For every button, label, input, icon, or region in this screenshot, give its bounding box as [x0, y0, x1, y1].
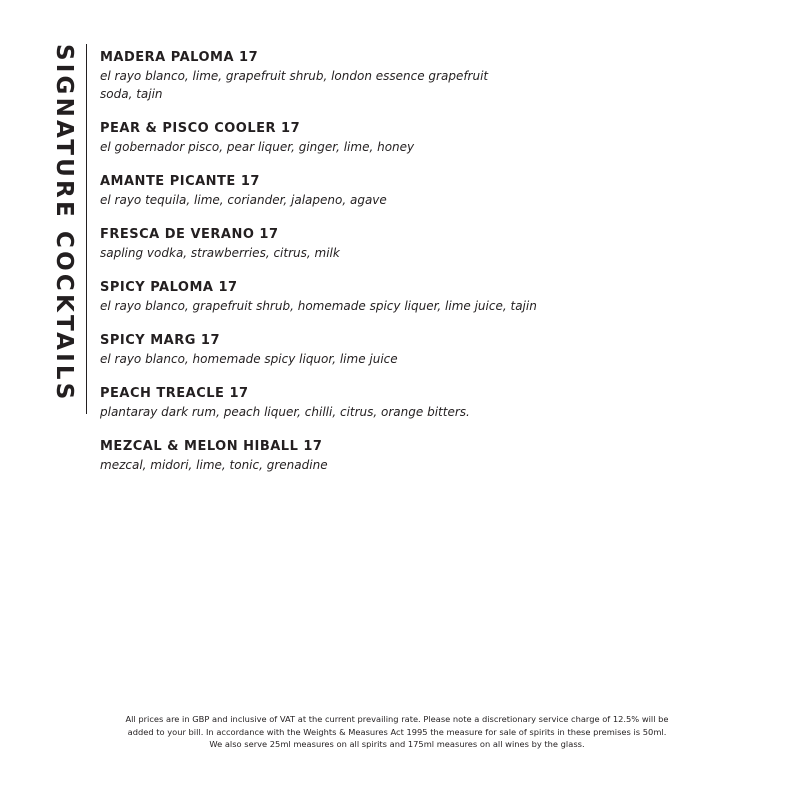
menu-item [100, 119, 740, 156]
section-title: SIGNATURE COCKTAILS [51, 44, 77, 403]
footer-line: added to your bill. In accordance with the Weights & Measures Act 1995 the measure for sale of spirits in these premises is 50ml. [127, 726, 667, 737]
menu-item-name: MADERA PALOMA 17 [100, 50, 259, 65]
menu-item-name: MEZCAL & MELON HIBALL 17 [100, 439, 323, 454]
menu-item-description: el rayo blanco, lime, grapefruit shrub, london essence grapefruit soda, tajin [100, 69, 489, 101]
menu-item-description: plantaray dark rum, peach liquer, chilli, citrus, orange bitters. [100, 405, 470, 419]
menu-item-name: PEACH TREACLE 17 [100, 386, 249, 401]
menu-item [100, 437, 740, 474]
menu-item-description: el rayo blanco, homemade spicy liquor, lime juice [100, 352, 398, 366]
menu-item-description: el gobernador pisco, pear liquer, ginger, lime, honey [100, 140, 415, 154]
menu-item-description: mezcal, midori, lime, tonic, grenadine [100, 458, 328, 472]
menu-item-description: sapling vodka, strawberries, citrus, milk [100, 246, 340, 260]
footer-line: All prices are in GBP and inclusive of VAT at the current prevailing rate. Please note a discretionary service charge of 12.5% will be [125, 714, 669, 724]
menu-item-description: el rayo blanco, grapefruit shrub, homemade spicy liquer, lime juice, tajin [100, 299, 537, 313]
menu-item-description: el rayo tequila, lime, coriander, jalapeno, agave [100, 193, 387, 207]
footer-disclaimer [110, 713, 684, 751]
menu-item-name: SPICY MARG 17 [100, 333, 221, 348]
menu-item [100, 48, 740, 103]
menu-item-name: PEAR & PISCO COOLER 17 [100, 121, 301, 136]
menu-item [100, 225, 740, 262]
menu-item-name: AMANTE PICANTE 17 [100, 174, 260, 189]
menu-item-name: SPICY PALOMA 17 [100, 280, 238, 295]
menu-item [100, 384, 740, 421]
section-title-container [46, 44, 87, 414]
menu-item [100, 278, 740, 315]
menu-item [100, 172, 740, 209]
menu-item [100, 331, 740, 368]
cocktail-menu [100, 48, 740, 490]
footer-line: We also serve 25ml measures on all spirits and 175ml measures on all wines by the glass. [209, 739, 585, 749]
menu-item-name: FRESCA DE VERANO 17 [100, 227, 279, 242]
